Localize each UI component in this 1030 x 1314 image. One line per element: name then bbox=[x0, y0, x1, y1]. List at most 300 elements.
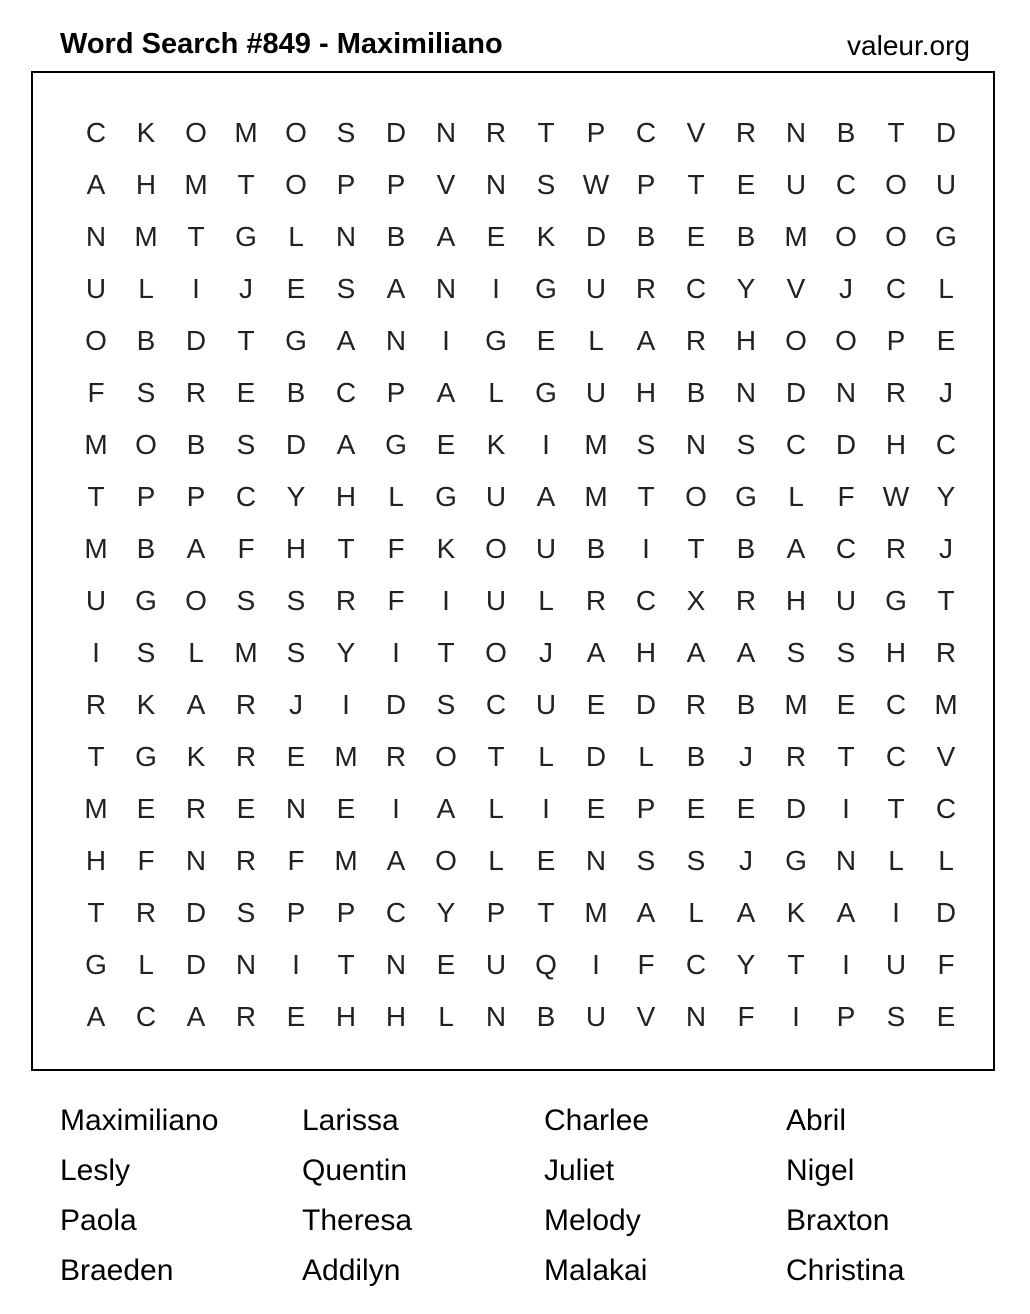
grid-cell[interactable]: B bbox=[286, 377, 306, 408]
grid-cell[interactable]: H bbox=[335, 481, 357, 512]
grid-cell[interactable]: Y bbox=[736, 273, 756, 304]
grid-cell[interactable]: F bbox=[137, 845, 155, 876]
grid-cell[interactable]: C bbox=[885, 273, 907, 304]
grid-cell[interactable]: I bbox=[542, 793, 550, 824]
grid-cell[interactable]: C bbox=[785, 429, 807, 460]
grid-cell[interactable]: U bbox=[885, 949, 907, 980]
grid-cell[interactable]: V bbox=[786, 273, 806, 304]
grid-cell[interactable]: C bbox=[685, 273, 707, 304]
grid-cell[interactable]: L bbox=[488, 845, 504, 876]
grid-cell[interactable]: J bbox=[839, 273, 853, 304]
grid-cell[interactable]: H bbox=[335, 1001, 357, 1032]
grid-cell[interactable]: T bbox=[437, 637, 455, 668]
grid-cell[interactable]: L bbox=[888, 845, 904, 876]
grid-cell[interactable]: M bbox=[784, 221, 808, 252]
grid-cell[interactable]: R bbox=[735, 585, 757, 616]
grid-cell[interactable]: L bbox=[488, 377, 504, 408]
grid-cell[interactable]: W bbox=[582, 169, 610, 200]
grid-cell[interactable]: R bbox=[185, 793, 207, 824]
grid-cell[interactable]: T bbox=[337, 949, 355, 980]
grid-cell[interactable]: C bbox=[85, 117, 107, 148]
grid-cell[interactable]: R bbox=[235, 845, 257, 876]
grid-cell[interactable]: S bbox=[286, 637, 306, 668]
grid-cell[interactable]: R bbox=[935, 637, 957, 668]
grid-cell[interactable]: O bbox=[485, 533, 507, 564]
grid-cell[interactable]: E bbox=[486, 221, 506, 252]
grid-cell[interactable]: G bbox=[435, 481, 457, 512]
grid-cell[interactable]: F bbox=[87, 377, 105, 408]
grid-cell[interactable]: O bbox=[785, 325, 807, 356]
grid-cell[interactable]: R bbox=[685, 325, 707, 356]
grid-cell[interactable]: H bbox=[785, 585, 807, 616]
grid-cell[interactable]: T bbox=[237, 325, 255, 356]
grid-cell[interactable]: D bbox=[785, 793, 807, 824]
grid-cell[interactable]: H bbox=[285, 533, 307, 564]
grid-cell[interactable]: A bbox=[536, 481, 556, 512]
grid-cell[interactable]: G bbox=[285, 325, 307, 356]
grid-cell[interactable]: D bbox=[185, 325, 207, 356]
grid-cell[interactable]: E bbox=[586, 689, 606, 720]
grid-cell[interactable]: B bbox=[736, 689, 756, 720]
grid-cell[interactable]: N bbox=[785, 117, 807, 148]
grid-cell[interactable]: A bbox=[436, 221, 456, 252]
grid-cell[interactable]: R bbox=[135, 897, 157, 928]
grid-cell[interactable]: H bbox=[885, 637, 907, 668]
grid-cell[interactable]: U bbox=[85, 585, 107, 616]
grid-cell[interactable]: P bbox=[386, 377, 406, 408]
grid-cell[interactable]: D bbox=[585, 741, 607, 772]
grid-cell[interactable]: L bbox=[538, 585, 554, 616]
grid-cell[interactable]: T bbox=[237, 169, 255, 200]
grid-cell[interactable]: T bbox=[187, 221, 205, 252]
grid-cell[interactable]: I bbox=[342, 689, 350, 720]
grid-cell[interactable]: R bbox=[485, 117, 507, 148]
grid-cell[interactable]: O bbox=[685, 481, 707, 512]
grid-cell[interactable]: P bbox=[836, 1001, 856, 1032]
grid-cell[interactable]: O bbox=[285, 117, 307, 148]
grid-cell[interactable]: E bbox=[936, 325, 956, 356]
grid-cell[interactable]: C bbox=[935, 793, 957, 824]
grid-cell[interactable]: T bbox=[87, 897, 105, 928]
grid-cell[interactable]: E bbox=[536, 845, 556, 876]
grid-cell[interactable]: I bbox=[442, 325, 450, 356]
grid-cell[interactable]: H bbox=[885, 429, 907, 460]
grid-cell[interactable]: V bbox=[686, 117, 706, 148]
grid-cell[interactable]: A bbox=[636, 325, 656, 356]
grid-cell[interactable]: S bbox=[836, 637, 856, 668]
grid-cell[interactable]: R bbox=[585, 585, 607, 616]
grid-cell[interactable]: U bbox=[835, 585, 857, 616]
grid-cell[interactable]: L bbox=[938, 273, 954, 304]
grid-cell[interactable]: R bbox=[885, 377, 907, 408]
grid-cell[interactable]: U bbox=[535, 533, 557, 564]
grid-cell[interactable]: N bbox=[685, 429, 707, 460]
grid-cell[interactable]: E bbox=[686, 221, 706, 252]
grid-cell[interactable]: B bbox=[686, 377, 706, 408]
grid-cell[interactable]: R bbox=[235, 1001, 257, 1032]
grid-cell[interactable]: V bbox=[936, 741, 956, 772]
grid-cell[interactable]: D bbox=[385, 689, 407, 720]
grid-cell[interactable]: B bbox=[736, 533, 756, 564]
grid-cell[interactable]: O bbox=[835, 325, 857, 356]
grid-cell[interactable]: C bbox=[635, 117, 657, 148]
grid-cell[interactable]: N bbox=[185, 845, 207, 876]
grid-cell[interactable]: A bbox=[186, 689, 206, 720]
grid-cell[interactable]: G bbox=[735, 481, 757, 512]
grid-cell[interactable]: S bbox=[786, 637, 806, 668]
grid-cell[interactable]: N bbox=[85, 221, 107, 252]
grid-cell[interactable]: J bbox=[289, 689, 303, 720]
grid-cell[interactable]: O bbox=[85, 325, 107, 356]
grid-cell[interactable]: Y bbox=[336, 637, 356, 668]
grid-cell[interactable]: P bbox=[386, 169, 406, 200]
grid-cell[interactable]: L bbox=[538, 741, 554, 772]
grid-cell[interactable]: T bbox=[887, 117, 905, 148]
grid-cell[interactable]: D bbox=[835, 429, 857, 460]
grid-cell[interactable]: M bbox=[84, 533, 108, 564]
grid-cell[interactable]: G bbox=[235, 221, 257, 252]
grid-cell[interactable]: C bbox=[835, 533, 857, 564]
grid-cell[interactable]: S bbox=[136, 637, 156, 668]
grid-cell[interactable]: I bbox=[92, 637, 100, 668]
grid-cell[interactable]: U bbox=[535, 689, 557, 720]
grid-cell[interactable]: D bbox=[185, 897, 207, 928]
grid-cell[interactable]: R bbox=[385, 741, 407, 772]
grid-cell[interactable]: S bbox=[236, 585, 256, 616]
grid-cell[interactable]: J bbox=[739, 845, 753, 876]
grid-cell[interactable]: F bbox=[637, 949, 655, 980]
grid-cell[interactable]: L bbox=[588, 325, 604, 356]
grid-cell[interactable]: I bbox=[892, 897, 900, 928]
grid-cell[interactable]: P bbox=[336, 897, 356, 928]
grid-cell[interactable]: C bbox=[485, 689, 507, 720]
grid-cell[interactable]: S bbox=[286, 585, 306, 616]
grid-cell[interactable]: Y bbox=[736, 949, 756, 980]
grid-cell[interactable]: M bbox=[234, 637, 258, 668]
grid-cell[interactable]: N bbox=[235, 949, 257, 980]
grid-cell[interactable]: O bbox=[435, 845, 457, 876]
grid-cell[interactable]: C bbox=[385, 897, 407, 928]
grid-cell[interactable]: R bbox=[885, 533, 907, 564]
grid-cell[interactable]: I bbox=[192, 273, 200, 304]
grid-cell[interactable]: L bbox=[488, 793, 504, 824]
grid-cell[interactable]: S bbox=[136, 377, 156, 408]
grid-cell[interactable]: E bbox=[236, 377, 256, 408]
grid-cell[interactable]: O bbox=[135, 429, 157, 460]
grid-cell[interactable]: H bbox=[735, 325, 757, 356]
grid-cell[interactable]: O bbox=[185, 585, 207, 616]
grid-cell[interactable]: C bbox=[935, 429, 957, 460]
grid-cell[interactable]: H bbox=[385, 1001, 407, 1032]
grid-cell[interactable]: R bbox=[785, 741, 807, 772]
grid-cell[interactable]: N bbox=[835, 377, 857, 408]
grid-cell[interactable]: N bbox=[835, 845, 857, 876]
grid-cell[interactable]: D bbox=[935, 897, 957, 928]
grid-cell[interactable]: E bbox=[836, 689, 856, 720]
grid-cell[interactable]: P bbox=[886, 325, 906, 356]
grid-cell[interactable]: G bbox=[535, 377, 557, 408]
grid-cell[interactable]: K bbox=[786, 897, 806, 928]
grid-cell[interactable]: C bbox=[135, 1001, 157, 1032]
grid-cell[interactable]: I bbox=[792, 1001, 800, 1032]
grid-cell[interactable]: U bbox=[85, 273, 107, 304]
grid-cell[interactable]: I bbox=[442, 585, 450, 616]
grid-cell[interactable]: M bbox=[784, 689, 808, 720]
grid-cell[interactable]: T bbox=[87, 741, 105, 772]
grid-cell[interactable]: F bbox=[287, 845, 305, 876]
grid-cell[interactable]: J bbox=[939, 533, 953, 564]
grid-cell[interactable]: I bbox=[392, 637, 400, 668]
grid-cell[interactable]: C bbox=[685, 949, 707, 980]
grid-cell[interactable]: B bbox=[586, 533, 606, 564]
grid-cell[interactable]: A bbox=[336, 429, 356, 460]
grid-cell[interactable]: G bbox=[135, 585, 157, 616]
grid-cell[interactable]: H bbox=[135, 169, 157, 200]
grid-cell[interactable]: L bbox=[688, 897, 704, 928]
grid-cell[interactable]: G bbox=[535, 273, 557, 304]
grid-cell[interactable]: N bbox=[435, 117, 457, 148]
grid-cell[interactable]: G bbox=[485, 325, 507, 356]
grid-cell[interactable]: C bbox=[885, 689, 907, 720]
grid-cell[interactable]: D bbox=[185, 949, 207, 980]
grid-cell[interactable]: B bbox=[136, 325, 156, 356]
grid-cell[interactable]: R bbox=[685, 689, 707, 720]
grid-cell[interactable]: C bbox=[885, 741, 907, 772]
grid-cell[interactable]: K bbox=[486, 429, 506, 460]
grid-cell[interactable]: H bbox=[635, 377, 657, 408]
grid-cell[interactable]: B bbox=[386, 221, 406, 252]
grid-cell[interactable]: E bbox=[286, 273, 306, 304]
grid-cell[interactable]: E bbox=[136, 793, 156, 824]
grid-cell[interactable]: A bbox=[686, 637, 706, 668]
grid-cell[interactable]: W bbox=[882, 481, 910, 512]
grid-cell[interactable]: A bbox=[436, 377, 456, 408]
grid-cell[interactable]: O bbox=[285, 169, 307, 200]
grid-cell[interactable]: N bbox=[385, 325, 407, 356]
grid-cell[interactable]: K bbox=[186, 741, 206, 772]
grid-cell[interactable]: B bbox=[636, 221, 656, 252]
grid-cell[interactable]: M bbox=[184, 169, 208, 200]
grid-cell[interactable]: D bbox=[585, 221, 607, 252]
grid-cell[interactable]: R bbox=[335, 585, 357, 616]
grid-cell[interactable]: U bbox=[485, 949, 507, 980]
grid-cell[interactable]: B bbox=[536, 1001, 556, 1032]
grid-cell[interactable]: Y bbox=[936, 481, 956, 512]
grid-cell[interactable]: S bbox=[686, 845, 706, 876]
grid-cell[interactable]: U bbox=[935, 169, 957, 200]
grid-cell[interactable]: C bbox=[235, 481, 257, 512]
grid-cell[interactable]: F bbox=[387, 533, 405, 564]
grid-cell[interactable]: I bbox=[492, 273, 500, 304]
grid-cell[interactable]: C bbox=[635, 585, 657, 616]
grid-cell[interactable]: E bbox=[236, 793, 256, 824]
grid-cell[interactable]: L bbox=[288, 221, 304, 252]
grid-cell[interactable]: E bbox=[436, 429, 456, 460]
grid-cell[interactable]: S bbox=[336, 273, 356, 304]
grid-cell[interactable]: N bbox=[735, 377, 757, 408]
grid-cell[interactable]: L bbox=[138, 273, 154, 304]
grid-cell[interactable]: M bbox=[584, 429, 608, 460]
grid-cell[interactable]: T bbox=[687, 169, 705, 200]
grid-cell[interactable]: O bbox=[435, 741, 457, 772]
grid-cell[interactable]: K bbox=[136, 117, 156, 148]
grid-cell[interactable]: A bbox=[786, 533, 806, 564]
grid-cell[interactable]: P bbox=[486, 897, 506, 928]
grid-cell[interactable]: V bbox=[636, 1001, 656, 1032]
grid-cell[interactable]: H bbox=[635, 637, 657, 668]
grid-cell[interactable]: X bbox=[686, 585, 706, 616]
grid-cell[interactable]: T bbox=[537, 897, 555, 928]
grid-cell[interactable]: G bbox=[385, 429, 407, 460]
grid-cell[interactable]: L bbox=[188, 637, 204, 668]
grid-cell[interactable]: J bbox=[939, 377, 953, 408]
grid-cell[interactable]: F bbox=[737, 1001, 755, 1032]
grid-cell[interactable]: E bbox=[286, 741, 306, 772]
grid-cell[interactable]: Q bbox=[535, 949, 557, 980]
grid-cell[interactable]: T bbox=[487, 741, 505, 772]
grid-cell[interactable]: O bbox=[885, 169, 907, 200]
grid-cell[interactable]: A bbox=[736, 897, 756, 928]
grid-cell[interactable]: B bbox=[686, 741, 706, 772]
grid-cell[interactable]: M bbox=[584, 897, 608, 928]
grid-cell[interactable]: D bbox=[385, 117, 407, 148]
grid-cell[interactable]: F bbox=[387, 585, 405, 616]
grid-cell[interactable]: L bbox=[438, 1001, 454, 1032]
grid-cell[interactable]: K bbox=[136, 689, 156, 720]
grid-cell[interactable]: J bbox=[539, 637, 553, 668]
grid-cell[interactable]: K bbox=[536, 221, 556, 252]
grid-cell[interactable]: N bbox=[385, 949, 407, 980]
grid-cell[interactable]: U bbox=[585, 1001, 607, 1032]
grid-cell[interactable]: C bbox=[335, 377, 357, 408]
grid-cell[interactable]: Y bbox=[436, 897, 456, 928]
grid-cell[interactable]: V bbox=[436, 169, 456, 200]
grid-cell[interactable]: D bbox=[285, 429, 307, 460]
grid-cell[interactable]: F bbox=[837, 481, 855, 512]
grid-cell[interactable]: P bbox=[186, 481, 206, 512]
grid-cell[interactable]: E bbox=[336, 793, 356, 824]
grid-cell[interactable]: P bbox=[636, 793, 656, 824]
grid-cell[interactable]: B bbox=[736, 221, 756, 252]
grid-cell[interactable]: R bbox=[735, 117, 757, 148]
grid-cell[interactable]: E bbox=[686, 793, 706, 824]
grid-cell[interactable]: S bbox=[636, 845, 656, 876]
grid-cell[interactable]: J bbox=[239, 273, 253, 304]
grid-cell[interactable]: B bbox=[836, 117, 856, 148]
grid-cell[interactable]: I bbox=[592, 949, 600, 980]
grid-cell[interactable]: M bbox=[334, 741, 358, 772]
grid-cell[interactable]: O bbox=[485, 637, 507, 668]
grid-cell[interactable]: O bbox=[835, 221, 857, 252]
grid-cell[interactable]: S bbox=[236, 429, 256, 460]
grid-cell[interactable]: L bbox=[788, 481, 804, 512]
grid-cell[interactable]: G bbox=[885, 585, 907, 616]
grid-cell[interactable]: J bbox=[739, 741, 753, 772]
grid-cell[interactable]: A bbox=[636, 897, 656, 928]
grid-cell[interactable]: M bbox=[84, 793, 108, 824]
grid-cell[interactable]: M bbox=[334, 845, 358, 876]
grid-cell[interactable]: L bbox=[938, 845, 954, 876]
grid-cell[interactable]: P bbox=[286, 897, 306, 928]
grid-cell[interactable]: A bbox=[436, 793, 456, 824]
grid-cell[interactable]: O bbox=[885, 221, 907, 252]
grid-cell[interactable]: G bbox=[135, 741, 157, 772]
grid-cell[interactable]: L bbox=[138, 949, 154, 980]
grid-cell[interactable]: D bbox=[935, 117, 957, 148]
grid-cell[interactable]: D bbox=[785, 377, 807, 408]
grid-cell[interactable]: A bbox=[186, 1001, 206, 1032]
grid-cell[interactable]: P bbox=[136, 481, 156, 512]
grid-cell[interactable]: A bbox=[386, 845, 406, 876]
grid-cell[interactable]: E bbox=[936, 1001, 956, 1032]
grid-cell[interactable]: M bbox=[234, 117, 258, 148]
grid-cell[interactable]: M bbox=[134, 221, 158, 252]
grid-cell[interactable]: C bbox=[835, 169, 857, 200]
grid-cell[interactable]: E bbox=[286, 1001, 306, 1032]
grid-cell[interactable]: N bbox=[485, 169, 507, 200]
grid-cell[interactable]: N bbox=[485, 1001, 507, 1032]
grid-cell[interactable]: T bbox=[887, 793, 905, 824]
grid-cell[interactable]: M bbox=[84, 429, 108, 460]
grid-cell[interactable]: S bbox=[336, 117, 356, 148]
grid-cell[interactable]: U bbox=[585, 273, 607, 304]
grid-cell[interactable]: S bbox=[236, 897, 256, 928]
grid-cell[interactable]: A bbox=[86, 1001, 106, 1032]
grid-cell[interactable]: T bbox=[937, 585, 955, 616]
grid-cell[interactable]: P bbox=[336, 169, 356, 200]
grid-cell[interactable]: R bbox=[635, 273, 657, 304]
grid-cell[interactable]: R bbox=[235, 741, 257, 772]
grid-cell[interactable]: S bbox=[886, 1001, 906, 1032]
grid-cell[interactable]: A bbox=[736, 637, 756, 668]
grid-cell[interactable]: R bbox=[235, 689, 257, 720]
grid-cell[interactable]: N bbox=[685, 1001, 707, 1032]
grid-cell[interactable]: E bbox=[436, 949, 456, 980]
grid-cell[interactable]: P bbox=[586, 117, 606, 148]
grid-cell[interactable]: G bbox=[785, 845, 807, 876]
grid-cell[interactable]: E bbox=[586, 793, 606, 824]
grid-cell[interactable]: F bbox=[237, 533, 255, 564]
grid-cell[interactable]: Y bbox=[286, 481, 306, 512]
grid-cell[interactable]: T bbox=[537, 117, 555, 148]
grid-cell[interactable]: I bbox=[842, 793, 850, 824]
grid-cell[interactable]: D bbox=[635, 689, 657, 720]
grid-cell[interactable]: E bbox=[736, 793, 756, 824]
grid-cell[interactable]: B bbox=[186, 429, 206, 460]
grid-cell[interactable]: M bbox=[584, 481, 608, 512]
grid-cell[interactable]: T bbox=[837, 741, 855, 772]
grid-cell[interactable]: I bbox=[542, 429, 550, 460]
grid-cell[interactable]: A bbox=[386, 273, 406, 304]
grid-cell[interactable]: T bbox=[787, 949, 805, 980]
grid-cell[interactable]: G bbox=[935, 221, 957, 252]
grid-cell[interactable]: M bbox=[934, 689, 958, 720]
grid-cell[interactable]: A bbox=[86, 169, 106, 200]
grid-cell[interactable]: S bbox=[536, 169, 556, 200]
grid-cell[interactable]: R bbox=[85, 689, 107, 720]
grid-cell[interactable]: T bbox=[637, 481, 655, 512]
grid-cell[interactable]: G bbox=[85, 949, 107, 980]
grid-cell[interactable]: S bbox=[436, 689, 456, 720]
grid-cell[interactable]: U bbox=[585, 377, 607, 408]
grid-cell[interactable]: L bbox=[638, 741, 654, 772]
grid-cell[interactable]: T bbox=[687, 533, 705, 564]
grid-cell[interactable]: T bbox=[87, 481, 105, 512]
grid-cell[interactable]: A bbox=[186, 533, 206, 564]
grid-cell[interactable]: B bbox=[136, 533, 156, 564]
grid-cell[interactable]: A bbox=[836, 897, 856, 928]
grid-cell[interactable]: L bbox=[388, 481, 404, 512]
